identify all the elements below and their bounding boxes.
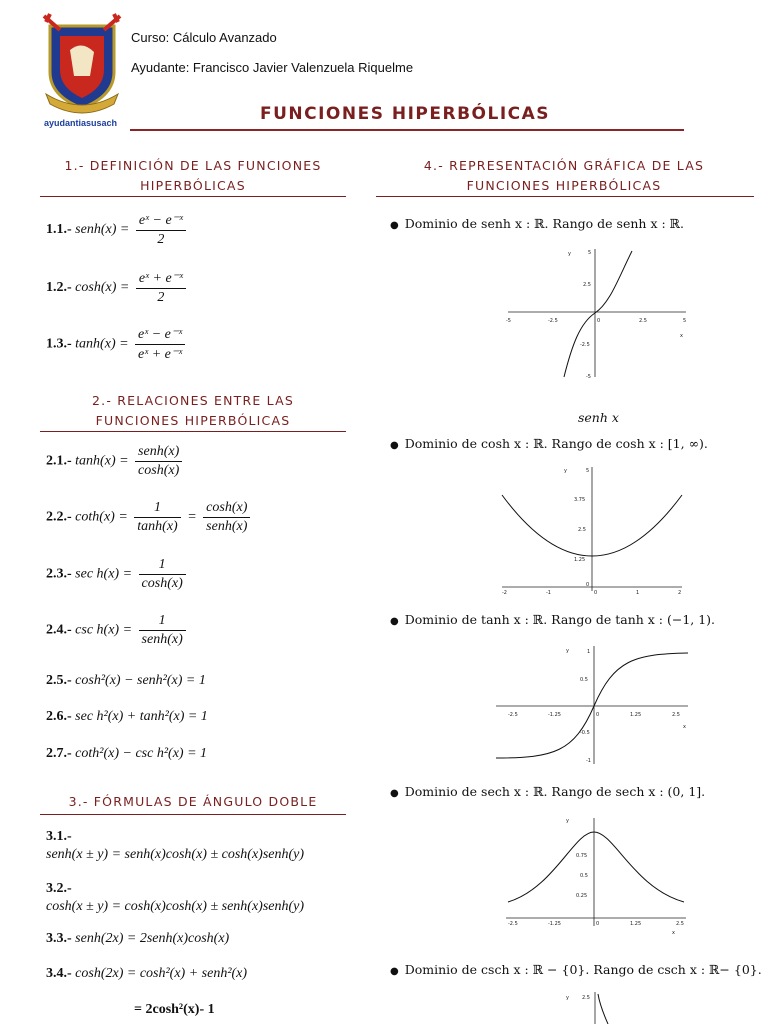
formula-2-7 bbox=[46, 746, 207, 762]
graph-sech bbox=[504, 816, 688, 936]
numerator: 1 bbox=[134, 500, 180, 518]
x-tick-label: 1 bbox=[636, 590, 640, 595]
formula-number: 2.7.- bbox=[46, 746, 72, 761]
formula-number: 2.6.- bbox=[46, 709, 72, 724]
x-tick-label: 2.5 bbox=[639, 318, 647, 324]
graph-cosh bbox=[498, 465, 686, 595]
x-tick-label: 0 bbox=[597, 318, 601, 324]
bullet-icon: ● bbox=[390, 788, 399, 799]
y-tick-label: -0.5 bbox=[580, 730, 590, 736]
assistant-label: Ayudante: Francisco Javier Valenzuela Riquelme bbox=[131, 60, 414, 75]
formula-lhs: coth(x) = bbox=[75, 509, 128, 525]
x-tick-label: -2.5 bbox=[508, 921, 518, 927]
x-tick-label: -1 bbox=[546, 590, 551, 595]
formula-number: 2.1.- bbox=[46, 453, 72, 469]
y-tick-label: 0.75 bbox=[576, 853, 588, 859]
graph-csch-caption bbox=[390, 962, 762, 977]
y-tick-label: -2.5 bbox=[580, 342, 590, 348]
x-tick-label: 0 bbox=[596, 712, 600, 718]
numerator: cosh(x) bbox=[203, 500, 250, 518]
denominator: tanh(x) bbox=[137, 519, 178, 534]
formula-lhs: cosh(x) = bbox=[75, 280, 130, 296]
y-tick-label: -5 bbox=[586, 374, 591, 380]
graph-tanh-caption bbox=[390, 612, 715, 627]
formula-2-2 bbox=[46, 500, 253, 535]
bullet-icon: ● bbox=[390, 616, 399, 627]
graph-senh-caption bbox=[390, 216, 684, 231]
y-tick-label: 2.5 bbox=[578, 527, 586, 533]
numerator: senh(x) bbox=[135, 444, 182, 462]
y-axis-label: y bbox=[566, 818, 569, 824]
section-1-heading bbox=[40, 156, 346, 196]
x-tick-label: -2 bbox=[502, 590, 507, 595]
y-axis-label: y bbox=[566, 648, 569, 654]
y-axis-label: y bbox=[568, 251, 571, 257]
section-1-heading-line1: 1.- DEFINICIÓN DE LAS FUNCIONES bbox=[64, 158, 322, 173]
numerator: eˣ + e⁻ˣ bbox=[136, 270, 186, 289]
formula-number: 3.4.- bbox=[46, 966, 72, 981]
caption-text: Dominio de sech x : ℝ. Rango de sech x : (0, 1]. bbox=[404, 784, 706, 799]
formula-expression: cosh(2x) = cosh²(x) + senh²(x) bbox=[75, 966, 248, 981]
formula-2-6 bbox=[46, 709, 208, 725]
title-divider bbox=[130, 129, 684, 131]
graph-csch bbox=[560, 990, 640, 1024]
page-title: FUNCIONES HIPERBÓLICAS bbox=[259, 104, 551, 124]
formula-expression: coth²(x) − csc h²(x) = 1 bbox=[75, 746, 208, 761]
formula-expression: cosh²(x) − senh²(x) = 1 bbox=[75, 673, 206, 688]
formula-3-2 bbox=[46, 880, 304, 916]
formula-lhs: senh(x) = bbox=[75, 222, 130, 238]
x-tick-label: -1.25 bbox=[548, 921, 561, 927]
caption-text: Dominio de senh x : ℝ. Rango de senh x : ℝ. bbox=[404, 216, 685, 231]
numerator: 1 bbox=[139, 557, 186, 575]
denominator: 2 bbox=[157, 232, 165, 247]
y-tick-label: 0.25 bbox=[576, 893, 588, 899]
x-tick-label: 2.5 bbox=[672, 712, 680, 718]
x-tick-label: 2.5 bbox=[676, 921, 684, 927]
formula-3-1 bbox=[46, 828, 304, 864]
formula-2-1 bbox=[46, 444, 185, 479]
graph-tanh bbox=[494, 644, 690, 766]
y-axis-label: y bbox=[566, 995, 569, 1001]
course-label: Curso: Cálculo Avanzado bbox=[131, 30, 277, 45]
formula-number: 1.1.- bbox=[46, 222, 72, 238]
x-tick-label: 5 bbox=[683, 318, 687, 324]
caption-text: Dominio de csch x : ℝ − {0}. Rango de csch x : ℝ− {0}. bbox=[404, 962, 762, 977]
section-1-heading-line2: HIPERBÓLICAS bbox=[140, 178, 246, 193]
formula-number: 3.3.- bbox=[46, 931, 72, 946]
y-tick-label: 2.5 bbox=[582, 995, 590, 1001]
x-tick-label: -1.25 bbox=[548, 712, 561, 718]
formula-lhs: tanh(x) = bbox=[75, 453, 129, 469]
formula-3-3 bbox=[46, 931, 229, 947]
formula-number: 2.2.- bbox=[46, 509, 72, 525]
formula-expression: = 2cosh²(x)- 1 bbox=[134, 1002, 215, 1017]
formula-3-4 bbox=[46, 966, 247, 982]
denominator: cosh(x) bbox=[141, 576, 183, 591]
logo bbox=[40, 12, 124, 130]
section-3-heading: 3.- FÓRMULAS DE ÁNGULO DOBLE bbox=[68, 794, 318, 809]
numerator: eˣ − e⁻ˣ bbox=[135, 326, 185, 345]
y-tick-label: 0 bbox=[586, 582, 590, 588]
graph-senh bbox=[500, 245, 690, 380]
y-tick-label: 0.5 bbox=[580, 677, 588, 683]
denominator: senh(x) bbox=[206, 519, 248, 534]
formula-number: 3.1.- bbox=[46, 829, 72, 844]
y-tick-label: 2.5 bbox=[583, 282, 591, 288]
y-tick-label: 5 bbox=[588, 250, 592, 256]
section-2-divider bbox=[40, 431, 346, 432]
caption-text: Dominio de tanh x : ℝ. Rango de tanh x : (−1, 1). bbox=[404, 612, 716, 627]
bullet-icon: ● bbox=[390, 966, 399, 977]
numerator: eˣ − e⁻ˣ bbox=[136, 212, 186, 231]
x-tick-label: -2.5 bbox=[508, 712, 518, 718]
formula-2-5 bbox=[46, 673, 206, 689]
logo-text: ayudantiasusach bbox=[44, 118, 118, 128]
y-tick-label: 3.75 bbox=[574, 497, 586, 503]
section-2-heading bbox=[40, 391, 346, 431]
numerator: 1 bbox=[139, 613, 186, 631]
formula-number: 2.4.- bbox=[46, 622, 72, 638]
x-tick-label: 0 bbox=[594, 590, 598, 595]
formula-number: 2.5.- bbox=[46, 673, 72, 688]
caption-text: Dominio de cosh x : ℝ. Rango de cosh x : [1, ∞). bbox=[404, 436, 708, 451]
x-tick-label: -2.5 bbox=[548, 318, 558, 324]
section-2-heading-line2: FUNCIONES HIPERBÓLICAS bbox=[95, 413, 291, 428]
section-4-heading-line1: 4.- REPRESENTACIÓN GRÁFICA DE LAS bbox=[423, 158, 705, 173]
graph-cosh-caption bbox=[390, 436, 708, 451]
y-tick-label: 5 bbox=[586, 468, 590, 474]
formula-lhs: tanh(x) = bbox=[75, 336, 129, 352]
formula-expression: senh(2x) = 2senh(x)cosh(x) bbox=[75, 931, 230, 946]
university-crest-icon bbox=[40, 12, 124, 116]
formula-1-2 bbox=[46, 270, 189, 306]
x-tick-label: 1.25 bbox=[630, 921, 642, 927]
y-tick-label: -1 bbox=[586, 758, 591, 764]
section-2-heading-line1: 2.- RELACIONES ENTRE LAS bbox=[92, 393, 294, 408]
section-4-divider bbox=[376, 196, 754, 197]
formula-1-1 bbox=[46, 212, 189, 248]
formula-number: 2.3.- bbox=[46, 566, 72, 582]
equals-sign: = bbox=[187, 509, 197, 525]
denominator: senh(x) bbox=[141, 632, 183, 647]
y-tick-label: 1 bbox=[587, 649, 591, 655]
x-axis-label: x bbox=[680, 333, 683, 339]
graph-sech-caption bbox=[390, 784, 705, 799]
formula-lhs: csc h(x) = bbox=[75, 622, 133, 638]
formula-expression: cosh(x ± y) = cosh(x)cosh(x) ± senh(x)senh(y) bbox=[46, 899, 305, 914]
y-tick-label: 0.5 bbox=[580, 873, 588, 879]
formula-1-3 bbox=[46, 326, 188, 363]
formula-expression: sec h²(x) + tanh²(x) = 1 bbox=[75, 709, 208, 724]
formula-lhs: sec h(x) = bbox=[75, 566, 133, 582]
formula-number: 3.2.- bbox=[46, 881, 72, 896]
section-4-heading-line2: FUNCIONES HIPERBÓLICAS bbox=[466, 178, 662, 193]
y-tick-label: 1.25 bbox=[574, 557, 586, 563]
x-tick-label: 1.25 bbox=[630, 712, 642, 718]
section-3-divider bbox=[40, 814, 346, 815]
formula-2-3 bbox=[46, 557, 189, 592]
formula-2-4 bbox=[46, 613, 189, 648]
graph-senh-label: senh x bbox=[578, 410, 619, 425]
section-4-heading bbox=[376, 156, 752, 196]
denominator: eˣ + e⁻ˣ bbox=[138, 347, 183, 362]
formula-number: 1.3.- bbox=[46, 336, 72, 352]
x-tick-label: 0 bbox=[596, 921, 600, 927]
x-axis-label: x bbox=[683, 724, 686, 730]
formula-number: 1.2.- bbox=[46, 280, 72, 296]
denominator: 2 bbox=[157, 290, 165, 305]
x-axis-label: x bbox=[672, 930, 675, 936]
denominator: cosh(x) bbox=[138, 463, 180, 478]
formula-expression: senh(x ± y) = senh(x)cosh(x) ± cosh(x)senh(y) bbox=[46, 847, 305, 862]
bullet-icon: ● bbox=[390, 440, 399, 451]
x-tick-label: 2 bbox=[678, 590, 682, 595]
bullet-icon: ● bbox=[390, 220, 399, 231]
y-axis-label: y bbox=[564, 468, 567, 474]
x-tick-label: -5 bbox=[506, 318, 511, 324]
section-1-divider bbox=[40, 196, 346, 197]
formula-3-4-cont bbox=[134, 1002, 215, 1018]
